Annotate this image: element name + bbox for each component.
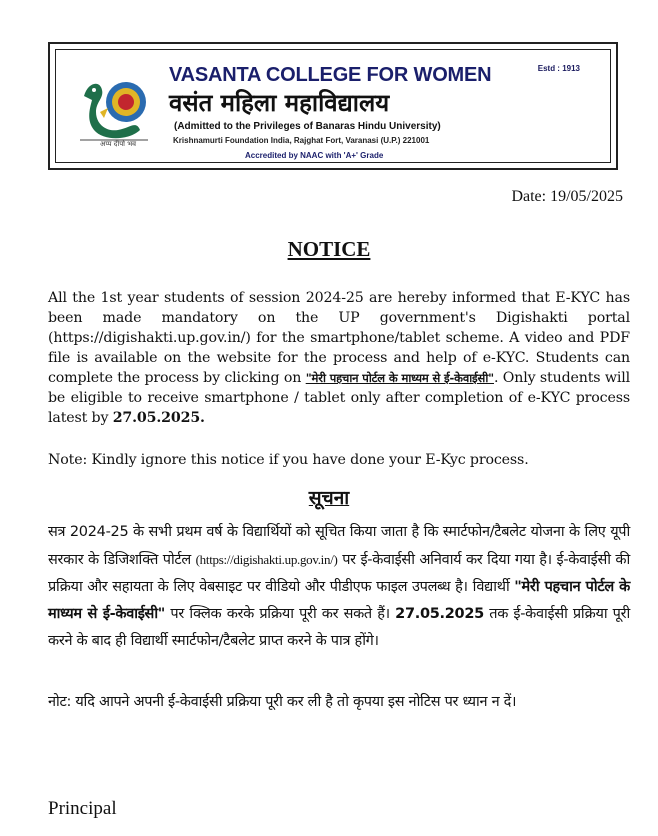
peacock-emblem-icon [74,68,154,150]
letterhead-inner-border [55,49,611,163]
college-motto: अप्प दीपो भव [99,140,137,148]
notice-title: NOTICE [287,237,371,261]
college-name-english: VASANTA COLLEGE FOR WOMEN [169,64,492,86]
hindi-notice-title: सूचना [308,487,350,509]
signature-principal: Principal [48,798,117,819]
established-year: Estd : 1913 [537,64,580,73]
affiliation-line: (Admitted to the Privileges of Banaras Hindu University) [174,121,441,132]
hindi-portal-link-text: "मेरी पहचान पोर्टल के माध्यम से ई-केवाईसी" [48,579,630,622]
notice-date: Date: 19/05/2025 [511,188,623,205]
college-name-hindi: वसंत महिला महाविद्यालय [169,89,390,117]
english-text-part-1: All the 1st year students of session 2024-25 are hereby informed that E-KYC has been made mandatory on the UP government's Digishakti portal (https://digishakti.up.gov.in/) for the smartphone/tablet scheme. A video and PDF file is available on the website for the process and help of e-KYC. Students can complete the process by clicking on [48,290,630,386]
english-text-part-2: . Only students will be eligible to receive smartphone / tablet only after completion of e-KYC process latest by [48,370,630,426]
letterhead [48,42,618,170]
hindi-text-part-3: पर क्लिक करके प्रक्रिया पूरी कर सकते हैं। [165,606,396,622]
portal-link-text[interactable]: "मेरी पहचान पोर्टल के माध्यम से ई-केवाईसी" [305,371,494,385]
hindi-deadline: 27.05.2025 [395,606,484,622]
english-notice-paragraph [48,288,630,428]
hindi-note: नोट: यदि आपने अपनी ई-केवाईसी प्रक्रिया पूरी कर ली है तो कृपया इस नोटिस पर ध्यान न दें। [48,694,517,710]
hindi-text-part-2: पर ई-केवाईसी अनिवार्य कर दिया गया है। ई-केवाईसी की प्रक्रिया और सहायता के लिए वेबसाइट पर वीडियो और पीडीएफ फाइल उपलब्ध है। विद्यार्थी [48,552,630,595]
hindi-portal-url[interactable]: (https://digishakti.up.gov.in/) [195,552,338,567]
english-deadline: 27.05.2025. [112,410,205,426]
accreditation-line: Accredited by NAAC with 'A+' Grade [245,151,384,160]
hindi-text-part-1: सत्र 2024-25 के सभी प्रथम वर्ष के विद्यार्थियों को सूचित किया जाता है कि स्मार्टफोन/टैबलेट योजना के लिए यूपी सरकार के डिजिशक्ति पोर्टल [48,524,630,568]
english-note: Note: Kindly ignore this notice if you have done your E-Kyc process. [48,452,529,468]
hindi-text-part-4: तक ई-केवाईसी प्रक्रिया पूरी करने के बाद ही विद्यार्थी स्मार्टफोन/टैबलेट प्राप्त करने के पात्र होंगे। [48,606,631,649]
college-address: Krishnamurti Foundation India, Rajghat Fort, Varanasi (U.P.) 221001 [173,136,430,145]
hindi-notice-paragraph [48,519,630,655]
